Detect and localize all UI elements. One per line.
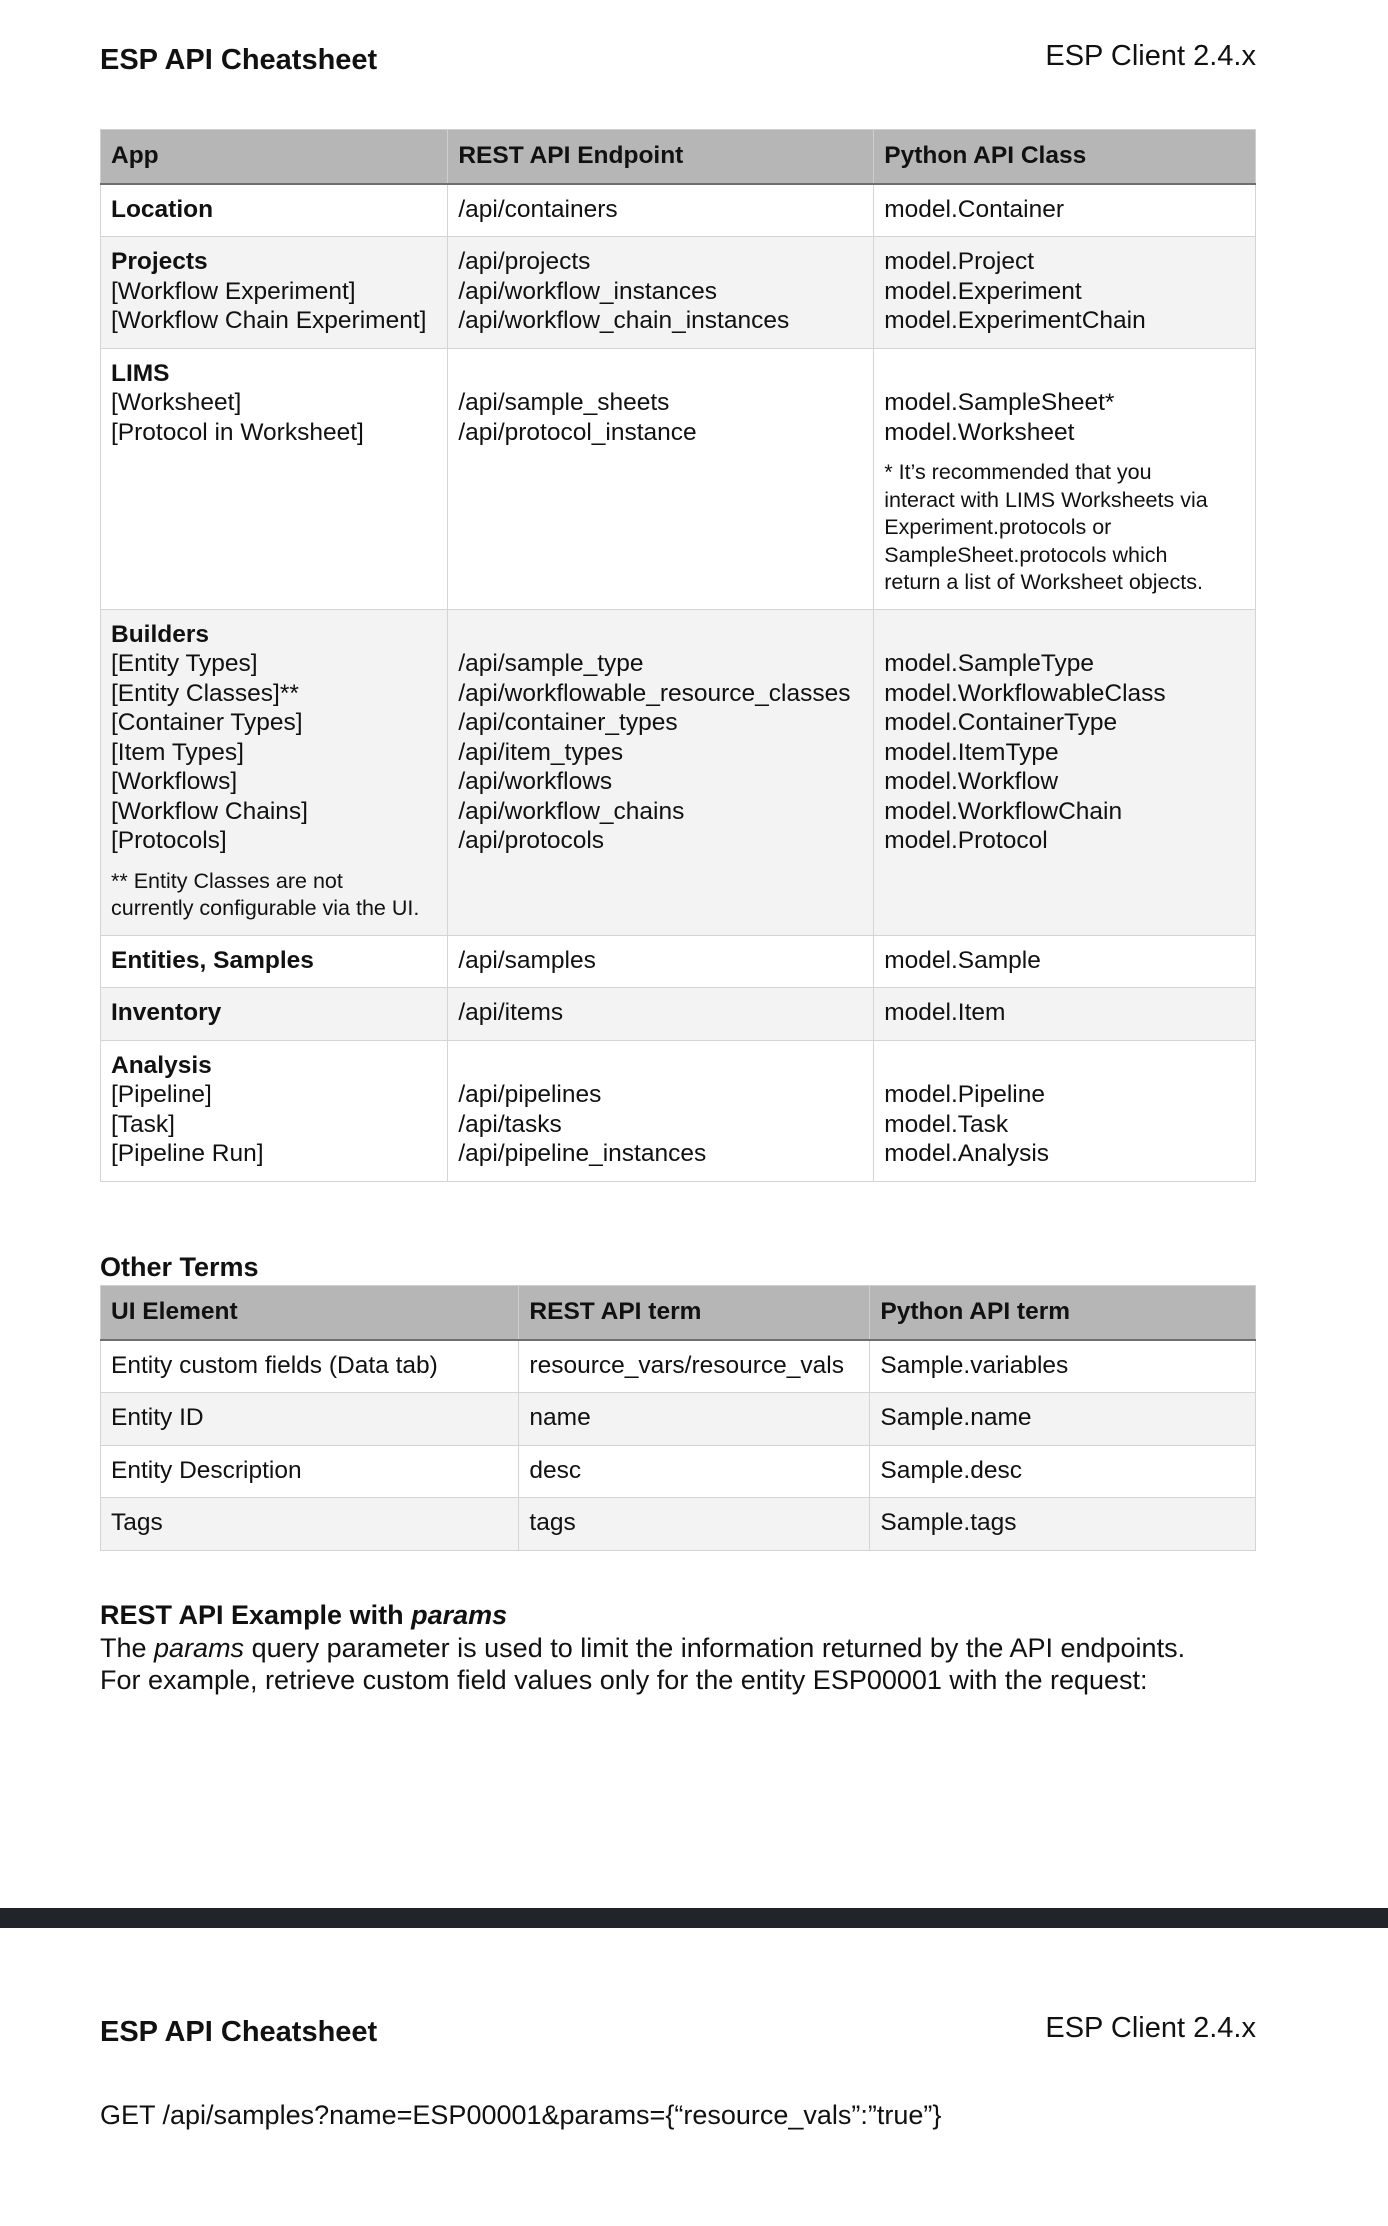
python-class: model.ExperimentChain: [884, 307, 1146, 334]
example-line-1: The params query parameter is used to limit the information returned by the API endpoints.: [100, 1633, 1186, 1663]
app-cell: [101, 935, 448, 988]
table-row: [101, 935, 1256, 988]
header-version: ESP Client 2.4.x: [1045, 2012, 1256, 2044]
example-title-prefix: REST API Example with: [100, 1600, 412, 1630]
column-header-ui-element: UI Element: [101, 1286, 519, 1340]
table-row: [101, 1340, 1256, 1393]
table-row: [101, 237, 1256, 349]
table-cell: Sample.tags: [870, 1498, 1256, 1551]
column-header-rest-term: REST API term: [519, 1286, 870, 1340]
app-name: LIMS: [111, 359, 170, 387]
table-row: [101, 1445, 1256, 1498]
endpoint: /api/sample_type: [458, 650, 644, 677]
endpoint: /api/item_types: [458, 738, 624, 766]
app-cell: [101, 1040, 448, 1181]
table-header-row: [101, 130, 1256, 184]
table-row: [101, 348, 1256, 609]
params-emph: params: [154, 1633, 245, 1663]
column-header-endpoint: REST API Endpoint: [448, 130, 874, 184]
python-class: model.Sample: [884, 946, 1041, 974]
example-line-2: For example, retrieve custom field values only for the entity ESP00001 with the request:: [100, 1665, 1148, 1695]
column-header-class: Python API Class: [874, 130, 1256, 184]
app-note-line: currently configurable via the UI.: [111, 896, 420, 920]
class-cell: [874, 184, 1256, 237]
endpoint: /api/workflows: [458, 768, 613, 795]
endpoint: /api/workflow_chains: [458, 797, 685, 825]
table-cell: Sample.desc: [870, 1445, 1256, 1498]
class-cell: [874, 988, 1256, 1041]
example-paragraph: [100, 1632, 1250, 1696]
page-break: [0, 1908, 1388, 1928]
table-row: [101, 184, 1256, 237]
class-cell: [874, 609, 1256, 935]
app-subitem: [Container Types]: [111, 709, 303, 736]
example-title: [100, 1600, 507, 1631]
other-terms-table: [100, 1285, 1256, 1551]
app-subitem: [Workflow Chains]: [111, 797, 308, 825]
endpoint: /api/pipeline_instances: [458, 1140, 707, 1167]
example-request: GET /api/samples?name=ESP00001&params={“resource_vals”:”true”}: [100, 2100, 942, 2130]
python-class: model.WorkflowableClass: [884, 679, 1166, 707]
other-terms-title: Other Terms: [100, 1252, 259, 1282]
table-cell: desc: [519, 1445, 870, 1498]
endpoint: /api/protocol_instance: [458, 418, 697, 446]
endpoint: /api/container_types: [458, 709, 678, 736]
header-title: ESP API Cheatsheet: [100, 44, 378, 76]
python-class: model.Project: [884, 248, 1035, 275]
endpoint-cell: [448, 935, 874, 988]
app-name: Projects: [111, 248, 208, 275]
header-title: ESP API Cheatsheet: [100, 2016, 378, 2048]
app-subitem: [Protocols]: [111, 827, 227, 854]
table-cell: Entity Description: [101, 1445, 519, 1498]
app-subitem: [Protocol in Worksheet]: [111, 418, 364, 446]
page-2: [0, 1928, 1388, 2226]
endpoint: /api/workflowable_resource_classes: [458, 679, 851, 707]
app-subitem: [Pipeline Run]: [111, 1140, 264, 1167]
python-class: model.SampleType: [884, 650, 1094, 677]
app-note-line: ** Entity Classes are not: [111, 868, 343, 893]
endpoint-cell: [448, 988, 874, 1041]
python-class: model.Protocol: [884, 827, 1048, 854]
table-cell: Sample.variables: [870, 1340, 1256, 1393]
python-class: model.Container: [884, 195, 1065, 223]
class-cell: [874, 1040, 1256, 1181]
class-cell: [874, 237, 1256, 349]
table-cell: Entity ID: [101, 1393, 519, 1446]
header-version: ESP Client 2.4.x: [1045, 40, 1256, 72]
table-cell: Tags: [101, 1498, 519, 1551]
class-note-line: interact with LIMS Worksheets via: [884, 487, 1208, 512]
app-cell: [101, 988, 448, 1041]
endpoint: /api/items: [458, 999, 564, 1026]
endpoint: /api/tasks: [458, 1110, 562, 1138]
python-class: model.Analysis: [884, 1140, 1050, 1167]
endpoint: /api/containers: [458, 195, 618, 223]
example-title-emph: params: [411, 1600, 508, 1630]
api-mapping-table: [100, 129, 1256, 1182]
app-cell: [101, 609, 448, 935]
table-cell: Entity custom fields (Data tab): [101, 1340, 519, 1393]
endpoint: /api/samples: [458, 946, 596, 974]
class-note-line: * It’s recommended that you: [884, 460, 1152, 484]
python-class: model.Workflow: [884, 768, 1059, 795]
python-class: model.ContainerType: [884, 709, 1118, 736]
app-cell: [101, 237, 448, 349]
endpoint: /api/workflow_chain_instances: [458, 307, 790, 334]
table-cell: tags: [519, 1498, 870, 1551]
endpoint: /api/sample_sheets: [458, 389, 670, 416]
app-subitem: [Entity Classes]**: [111, 679, 299, 707]
endpoint: /api/pipelines: [458, 1081, 602, 1108]
endpoint-cell: [448, 348, 874, 609]
endpoint: /api/protocols: [458, 827, 605, 854]
app-subitem: [Workflows]: [111, 768, 238, 795]
app-subitem: [Workflow Experiment]: [111, 277, 356, 305]
endpoint: /api/projects: [458, 248, 591, 275]
app-subitem: [Item Types]: [111, 738, 244, 766]
python-class: model.SampleSheet*: [884, 389, 1115, 416]
endpoint-cell: [448, 237, 874, 349]
app-cell: [101, 184, 448, 237]
app-name: Analysis: [111, 1051, 212, 1079]
table-cell: Sample.name: [870, 1393, 1256, 1446]
app-subitem: [Worksheet]: [111, 389, 242, 416]
column-header-python-term: Python API term: [870, 1286, 1256, 1340]
column-header-app: App: [101, 130, 448, 184]
class-note-line: return a list of Worksheet objects.: [884, 570, 1203, 594]
endpoint-cell: [448, 1040, 874, 1181]
endpoint: /api/workflow_instances: [458, 277, 718, 305]
python-class: model.Experiment: [884, 277, 1082, 305]
table-cell: name: [519, 1393, 870, 1446]
class-cell: [874, 935, 1256, 988]
app-subitem: [Task]: [111, 1110, 175, 1138]
endpoint-cell: [448, 609, 874, 935]
table-header-row: [101, 1286, 1256, 1340]
table-cell: resource_vars/resource_vals: [519, 1340, 870, 1393]
endpoint-cell: [448, 184, 874, 237]
app-subitem: [Workflow Chain Experiment]: [111, 307, 427, 334]
python-class: model.Task: [884, 1110, 1009, 1138]
table-row: [101, 988, 1256, 1041]
app-subitem: [Pipeline]: [111, 1081, 212, 1108]
python-class: model.Item: [884, 999, 1006, 1026]
app-subitem: [Entity Types]: [111, 650, 258, 677]
python-class: model.Pipeline: [884, 1081, 1045, 1108]
python-class: model.Worksheet: [884, 418, 1075, 446]
app-name: Entities, Samples: [111, 946, 314, 974]
table-row: [101, 1040, 1256, 1181]
table-row: [101, 609, 1256, 935]
app-cell: [101, 348, 448, 609]
app-name: Inventory: [111, 999, 222, 1026]
class-note-line: Experiment.protocols or: [884, 515, 1112, 539]
table-row: [101, 1393, 1256, 1446]
python-class: model.WorkflowChain: [884, 797, 1123, 825]
python-class: model.ItemType: [884, 738, 1059, 766]
class-note-line: SampleSheet.protocols which: [884, 542, 1168, 567]
app-name: Location: [111, 195, 214, 223]
app-name: Builders: [111, 620, 210, 648]
class-cell: [874, 348, 1256, 609]
table-row: [101, 1498, 1256, 1551]
